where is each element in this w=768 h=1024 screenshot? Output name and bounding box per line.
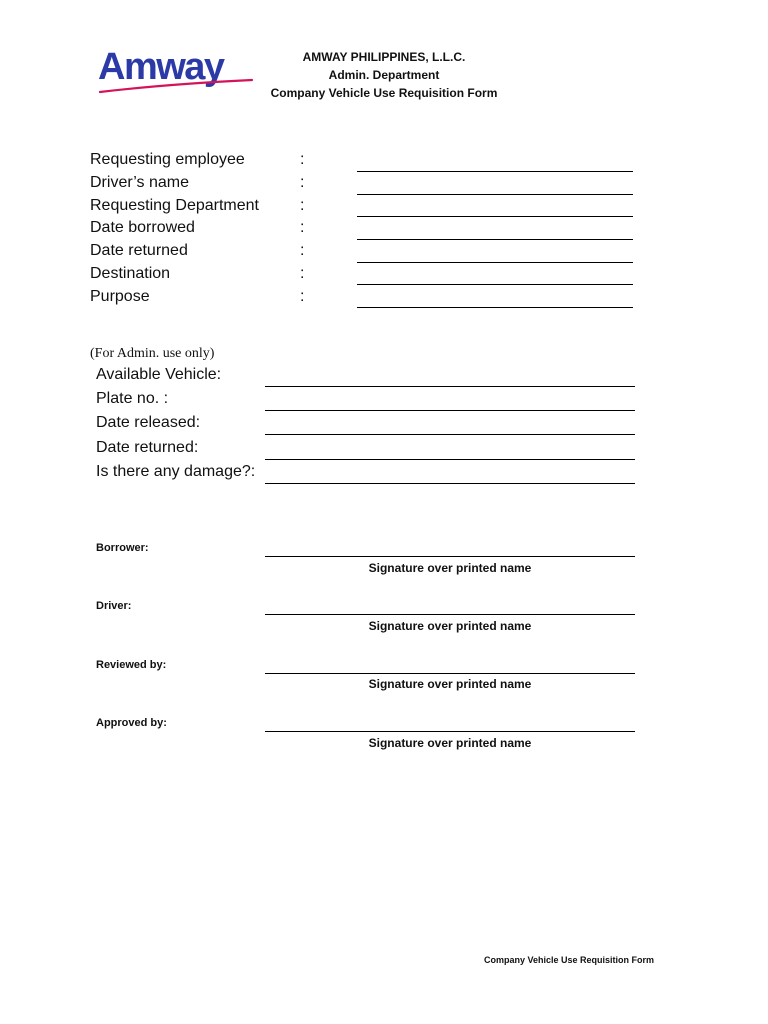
signature-label: Borrower: (96, 542, 149, 554)
date-returned-line[interactable] (357, 262, 633, 263)
request-separator: : (300, 288, 305, 305)
request-separator: : (300, 265, 305, 282)
admin-note: (For Admin. use only) (90, 346, 215, 361)
date-released-line[interactable] (265, 434, 635, 435)
request-label: Date borrowed (90, 219, 195, 236)
request-separator: : (300, 174, 305, 191)
page-footer: Company Vehicle Use Requisition Form (484, 955, 655, 965)
drivers-name-line[interactable] (357, 194, 633, 195)
signature-caption: Signature over printed name (368, 619, 532, 633)
admin-date-returned-line[interactable] (265, 459, 635, 460)
request-label: Driver’s name (90, 174, 189, 191)
admin-label: Plate no. : (96, 390, 169, 407)
approver-signature-line[interactable] (265, 731, 635, 732)
borrower-signature-line[interactable] (265, 556, 635, 557)
damage-line[interactable] (265, 483, 635, 484)
driver-signature-line[interactable] (265, 614, 635, 615)
reviewer-signature-line[interactable] (265, 673, 635, 674)
request-label: Requesting Department (90, 197, 259, 214)
form-header (250, 48, 518, 102)
destination-line[interactable] (357, 284, 633, 285)
signature-caption: Signature over printed name (368, 677, 532, 691)
purpose-line[interactable] (357, 307, 633, 308)
request-label: Date returned (90, 242, 188, 259)
signature-caption: Signature over printed name (368, 561, 532, 575)
request-label: Requesting employee (90, 151, 245, 168)
requesting-department-line[interactable] (357, 216, 633, 217)
request-label: Destination (90, 265, 171, 282)
logo-swoosh-icon (98, 44, 256, 96)
form-title: Company Vehicle Use Requisition Form (270, 86, 498, 100)
admin-label: Is there any damage?: (96, 463, 256, 480)
company-name: AMWAY PHILIPPINES, L.L.C. (302, 50, 466, 64)
request-separator: : (300, 219, 305, 236)
admin-label: Date released: (96, 414, 201, 431)
logo-wordmark: Amway (98, 46, 224, 88)
request-label: Purpose (90, 288, 150, 305)
request-separator: : (300, 242, 305, 259)
requesting-employee-line[interactable] (357, 171, 633, 172)
department-name: Admin. Department (328, 68, 440, 82)
signature-caption: Signature over printed name (368, 736, 532, 750)
admin-label: Date returned: (96, 439, 199, 456)
signature-label: Approved by: (96, 717, 167, 729)
signature-label: Driver: (96, 600, 132, 612)
amway-logo (98, 44, 256, 96)
date-borrowed-line[interactable] (357, 239, 633, 240)
admin-label: Available Vehicle: (96, 366, 222, 383)
request-separator: : (300, 197, 305, 214)
available-vehicle-line[interactable] (265, 386, 635, 387)
signature-label: Reviewed by: (96, 659, 167, 671)
plate-no-line[interactable] (265, 410, 635, 411)
request-separator: : (300, 151, 305, 168)
